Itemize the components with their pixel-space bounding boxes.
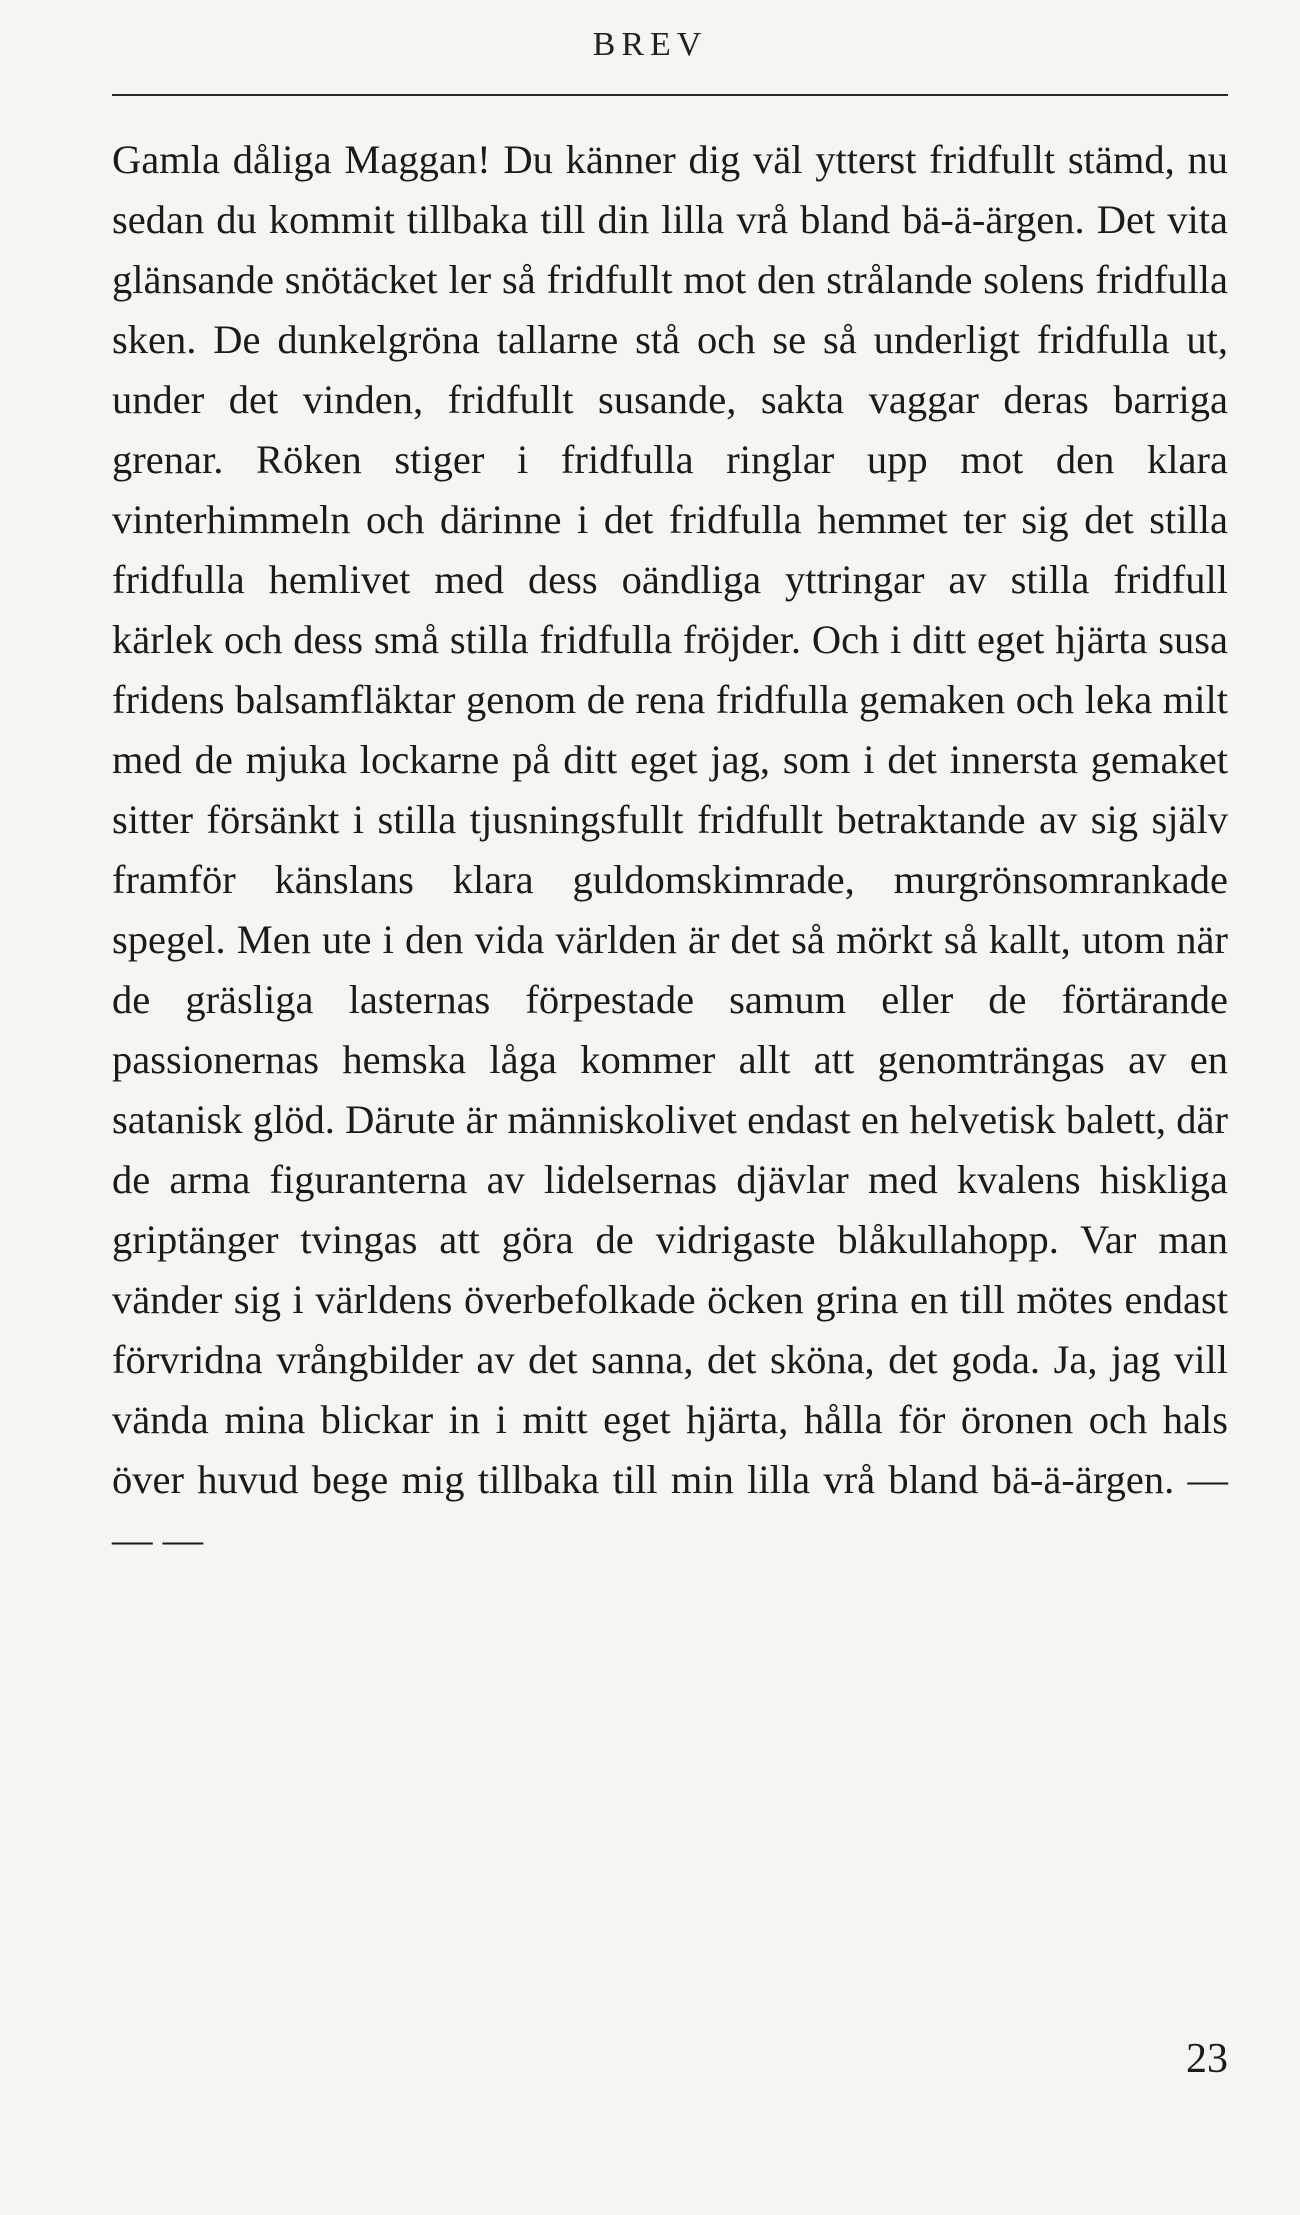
running-head: BREV [592, 26, 708, 63]
page-number: 23 [1186, 2036, 1228, 2082]
letter-paragraph: Gamla dåliga Maggan! Du känner dig väl ytterst fridfullt stämd, nu sedan du kommit tillbaka till din lilla vrå bland bä-ä-ärgen. Det vita glänsande snötäcket ler så fridfullt mot den strålande solens fridfulla sken. De dunkelgröna tallarne stå och se så underligt fridfulla ut, under det vinden, fridfullt susande, sakta vaggar deras barriga grenar. Röken stiger i fridfulla ringlar upp mot den klara vinterhimmeln och därinne i det fridfulla hemmet ter sig det stilla fridfulla hemlivet med dess oändliga yttringar av stilla fridfull kärlek och dess små stilla fridfulla fröjder. Och i ditt eget hjärta susa fridens balsamfläktar genom de rena fridfulla gemaken och leka milt med de mjuka lockarne på ditt eget jag, som i det innersta gemaket sitter försänkt i stilla tjusningsfullt fridfullt betraktande av sig själv framför känslans klara guldomskimrade, murgrönsomrankade spegel. Men ute i den vida världen är det så mörkt så kallt, utom när de gräsliga lasternas förpestade samum eller de förtärande passionernas hemska låga kommer allt att genomträngas av en satanisk glöd. Därute är människolivet endast en helvetisk balett, där de arma figuranterna av lidelsernas djävlar med kvalens hiskliga griptänger tvingas att göra de vidrigaste blåkullahopp. Var man vänder sig i världens överbefolkade öcken grina en till mötes endast förvridna vrångbilder av det sanna, det sköna, det goda. Ja, jag vill vända mina blickar in i mitt eget hjärta, hålla för öronen och hals över huvud bege mig tillbaka till min lilla vrå bland bä-ä-ärgen. — — — [112, 137, 1228, 1562]
body-text [112, 130, 1228, 1570]
header-rule [112, 94, 1228, 96]
